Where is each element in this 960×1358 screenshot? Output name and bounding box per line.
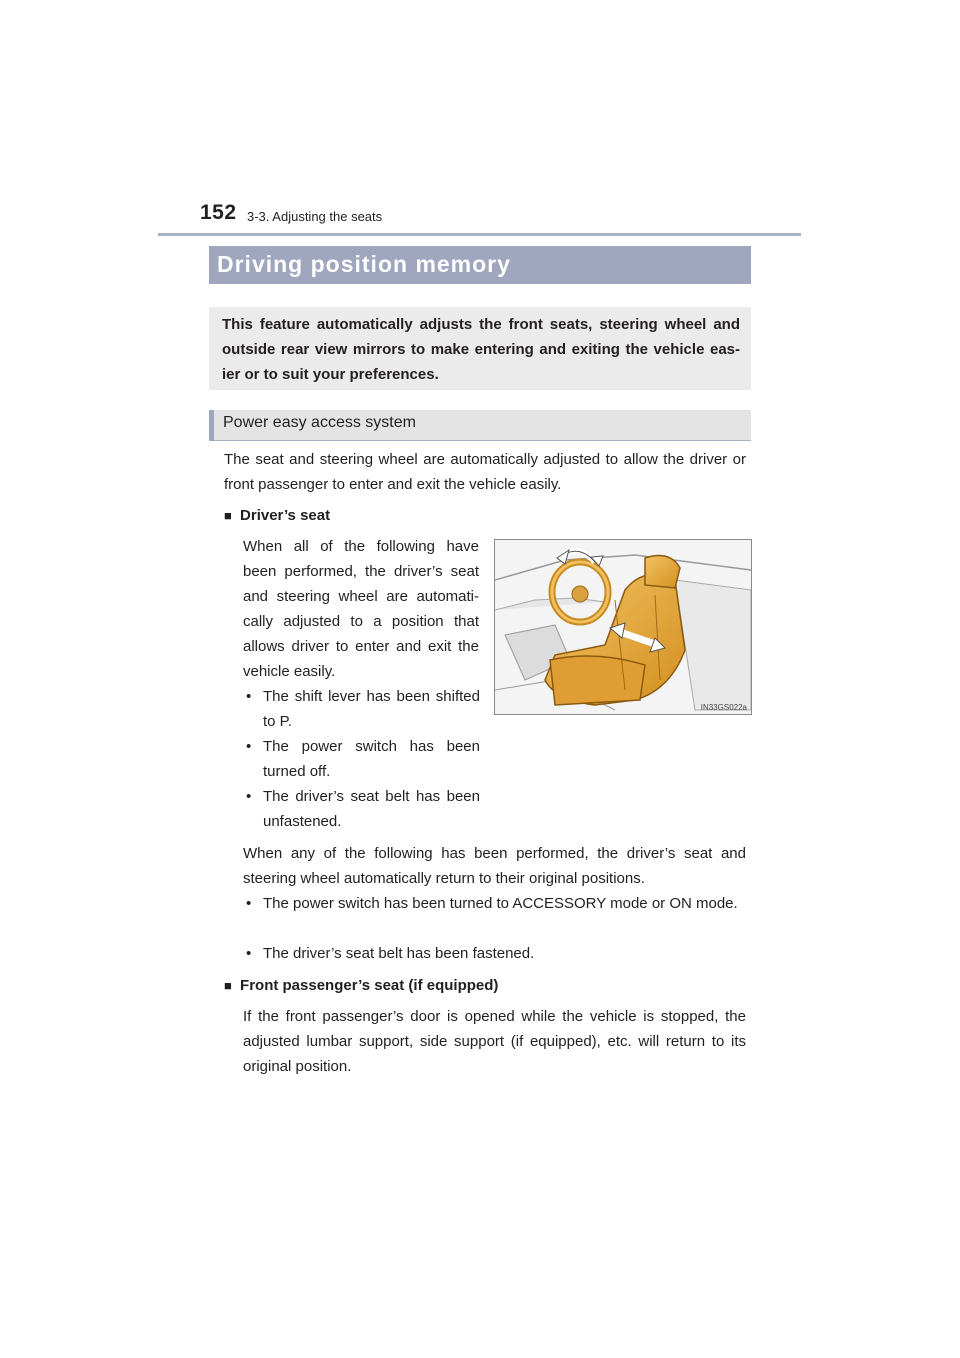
body-line: cally adjusted to a position that: [243, 613, 479, 630]
seat-illustration-drawing: [495, 540, 751, 714]
subsection-accent: [209, 410, 214, 441]
drivers-seat-heading: Driver’s seat: [240, 507, 331, 524]
section-title-bar: [209, 246, 751, 284]
drivers-seat-body: [243, 534, 479, 684]
lead-paragraph: The seat and steering wheel are automatically adjusted to allow the driver or front passenger to enter and exit the vehicle easily.: [224, 451, 746, 493]
seat-illustration: [494, 539, 752, 715]
return-condition-item: [246, 891, 746, 941]
subsection-title: Power easy access system: [223, 414, 416, 431]
running-head: 3-3. Adjusting the seats: [247, 209, 383, 224]
return-paragraph: When any of the following has been performed, the driver’s seat and steering wheel automatically return to their original positions.: [243, 845, 746, 887]
condition-item: [246, 734, 480, 784]
return-condition-item: [246, 941, 746, 966]
page-number: 152: [200, 201, 237, 224]
bullet-icon: •: [246, 738, 252, 755]
figure-code: IN33GS022a: [700, 703, 747, 712]
section-title: Driving position memory: [217, 251, 511, 277]
header-rule: [158, 233, 801, 236]
bullet-icon: •: [246, 788, 252, 805]
intro-text: This feature automatically adjusts the front seats, steering wheel and outside rear view mirrors to make entering and exiting the vehicle eas-ier or to suit your preferences.: [222, 316, 740, 383]
intro-box: [209, 307, 751, 390]
condition-text: The shift lever has been shifted to P.: [263, 688, 480, 730]
body-line: been performed, the driver’s seat: [243, 563, 479, 580]
condition-item: [246, 684, 480, 734]
return-condition-text: The power switch has been turned to ACCESSORY mode or ON mode.: [263, 895, 738, 912]
bullet-icon: •: [246, 688, 252, 705]
square-marker-icon: ■: [224, 508, 232, 523]
bullet-icon: •: [246, 895, 252, 912]
passenger-seat-body: If the front passenger’s door is opened while the vehicle is stopped, the adjusted lumbar support, side support (if equipped), etc. will return to its original position.: [243, 1008, 746, 1075]
body-line: vehicle easily.: [243, 663, 336, 680]
drivers-seat-heading-row: [224, 503, 330, 528]
condition-item: [246, 784, 480, 834]
passenger-seat-heading: Front passenger’s seat (if equipped): [240, 977, 499, 994]
subsection-bar: [209, 410, 751, 441]
body-line: allows driver to enter and exit the: [243, 638, 479, 655]
condition-text: The driver’s seat belt has been unfastened.: [263, 788, 480, 830]
passenger-seat-heading-row: [224, 973, 498, 998]
body-line: When all of the following have: [243, 538, 479, 555]
return-condition-text: The driver’s seat belt has been fastened.: [263, 945, 535, 962]
body-line: and steering wheel are automati-: [243, 588, 479, 605]
condition-text: The power switch has been turned off.: [263, 738, 480, 780]
bullet-icon: •: [246, 945, 252, 962]
square-marker-icon: ■: [224, 978, 232, 993]
